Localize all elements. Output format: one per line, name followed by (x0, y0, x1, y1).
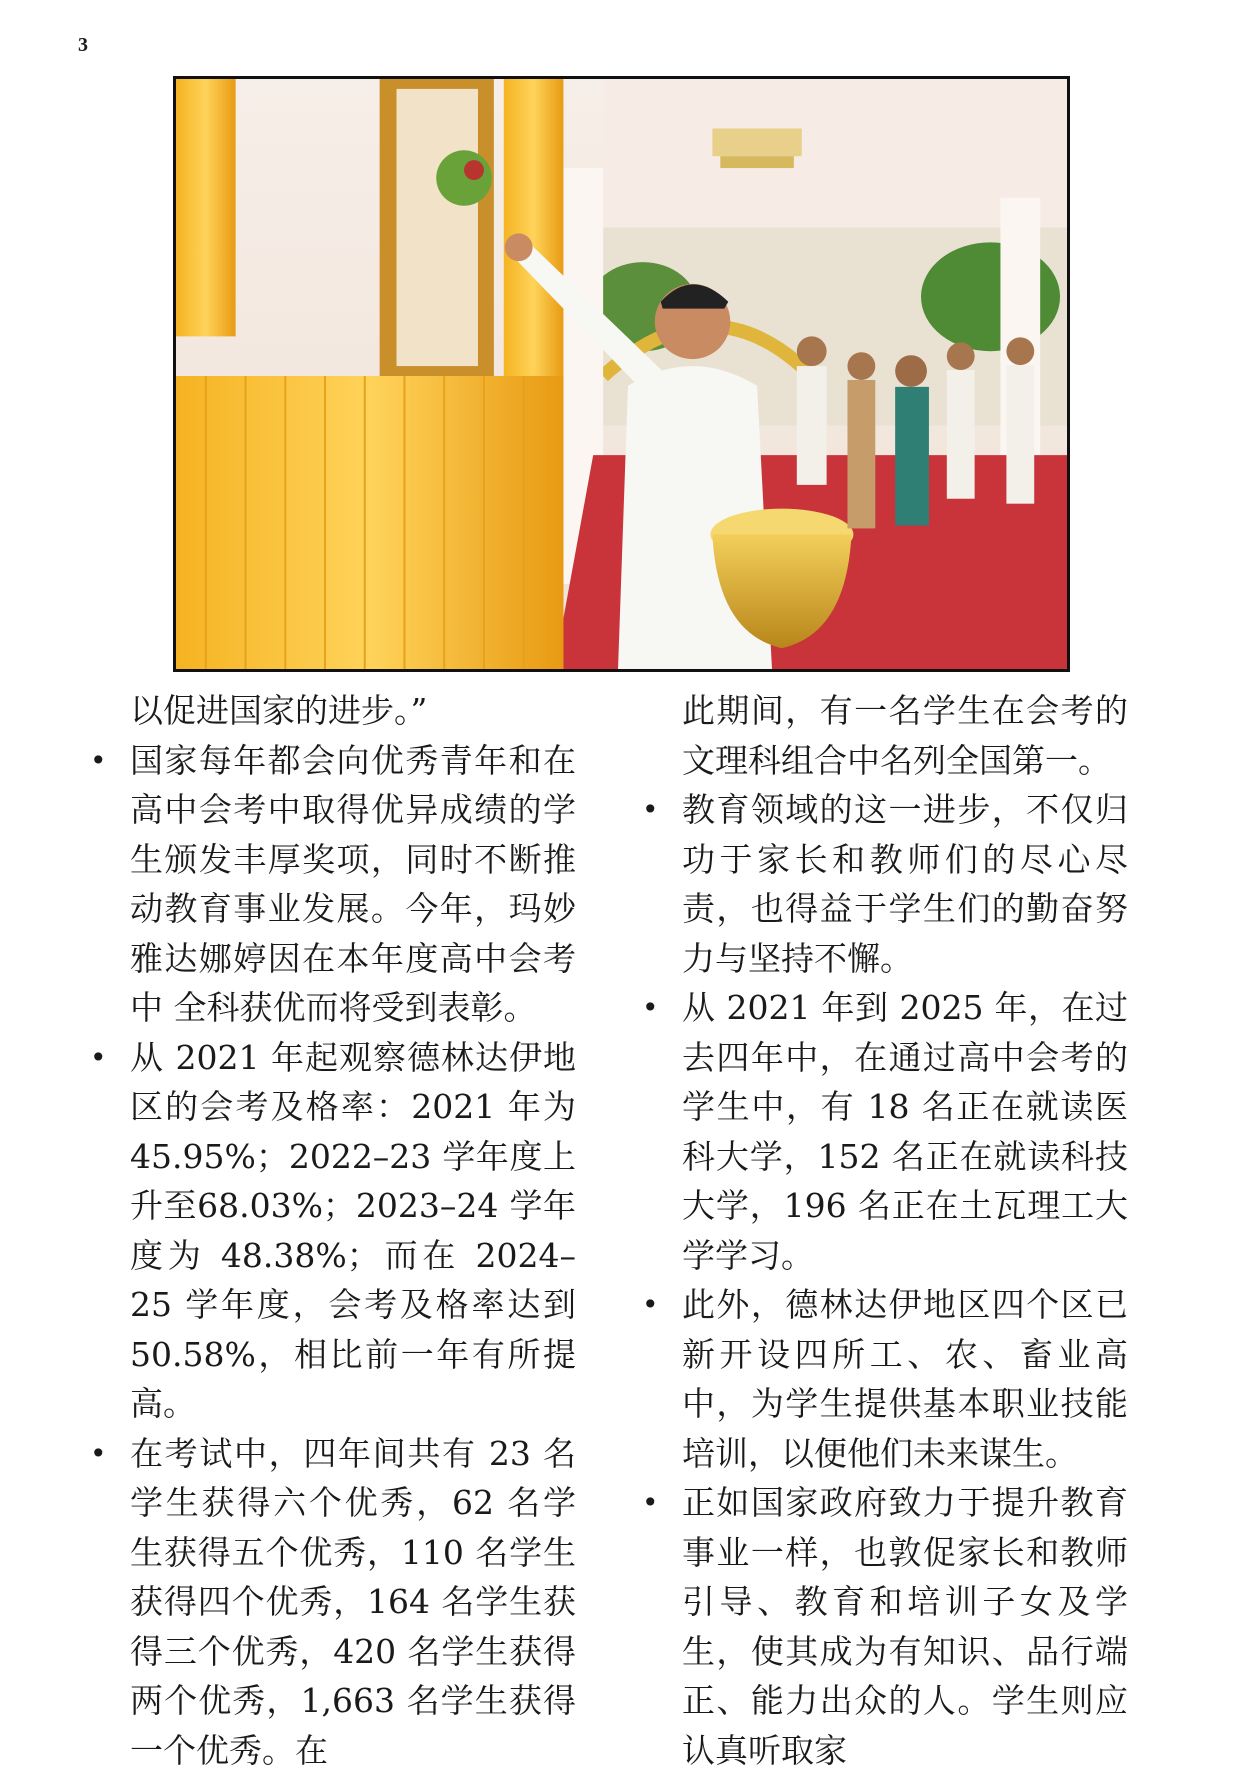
bullet-text: 在考试中，四年间共有 23 名学生获得六个优秀，62 名学生获得五个优秀，110 名学生获得四个优秀，164 名学生获得三个优秀，420 名学生获得两个优秀，1,663 名学生获得一个优秀。在 (130, 1434, 576, 1770)
ceremony-photo-illustration (176, 79, 1067, 669)
bullet-text: 从 2021 年起观察德林达伊地区的会考及格率：2021 年为 45.95%；2022–23 学年度上升至68.03%；2023–24 学年度为 48.38%；而在 2024–25 学年度，会考及格率达到 50.58%，相比前一年有所提高。 (130, 1038, 576, 1424)
bullet-icon: • (642, 983, 659, 1033)
bullet-text: 正如国家政府致力于提升教育事业一样，也敦促家长和教师引导、教育和培训子女及学生，使其成为有知识、品行端正、能力出众的人。学生则应认真听取家 (682, 1483, 1128, 1770)
right-text-column (640, 686, 1128, 1775)
right-continuation-text: 此期间，有一名学生在会考的文理科组合中名列全国第一。 (640, 686, 1128, 785)
page-number: 3 (78, 34, 88, 57)
bullet-item (88, 736, 576, 1033)
bullet-item (88, 1429, 576, 1775)
bullet-icon: • (642, 1478, 659, 1528)
bullet-text: 教育领域的这一进步，不仅归功于家长和教师们的尽心尽责，也得益于学生们的勤奋努力与坚持不懈。 (682, 790, 1128, 978)
left-text-column (88, 686, 576, 1775)
bullet-item (640, 983, 1128, 1280)
bullet-item (640, 785, 1128, 983)
bullet-icon: • (90, 1033, 107, 1083)
bullet-text: 国家每年都会向优秀青年和在高中会考中取得优异成绩的学生颁发丰厚奖项，同时不断推动教育事业发展。今年，玛妙雅达娜婷因在本年度高中会考中 全科获优而将受到表彰。 (130, 741, 576, 1028)
bullet-icon: • (90, 736, 107, 786)
bullet-icon: • (642, 1280, 659, 1330)
bullet-text: 此外，德林达伊地区四个区已新开设四所工、农、畜业高中，为学生提供基本职业技能培训，以便他们未来谋生。 (682, 1285, 1128, 1473)
bullet-item (640, 1478, 1128, 1775)
bullet-item (640, 1280, 1128, 1478)
left-continuation-text: 以促进国家的进步。” (88, 686, 576, 736)
bullet-icon: • (642, 785, 659, 835)
bullet-item (88, 1033, 576, 1429)
bullet-icon: • (90, 1429, 107, 1479)
ceremony-photo (173, 76, 1070, 672)
bullet-text: 从 2021 年到 2025 年，在过去四年中，在通过高中会考的学生中，有 18 名正在就读医科大学，152 名正在就读科技大学，196 名正在土瓦理工大学学习。 (682, 988, 1128, 1275)
